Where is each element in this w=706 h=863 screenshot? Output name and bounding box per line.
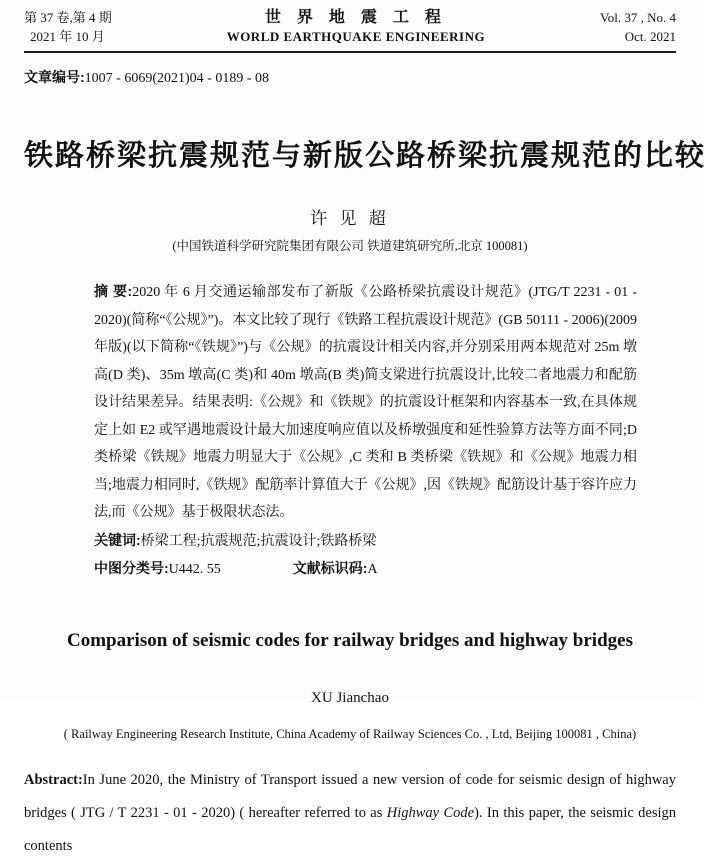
journal-header <box>24 8 676 46</box>
abstract-text-en-2: ). In this paper, the seismic design contents <box>24 804 677 854</box>
clc-label: 中图分类号: <box>94 560 169 576</box>
author-cn: 许 见 超 <box>310 209 390 228</box>
keywords-cn <box>94 527 637 556</box>
date-en: Oct. 2021 <box>624 29 676 44</box>
journal-name <box>112 8 600 46</box>
affiliation-en: ( Railway Engineering Research Institute, China Academy of Railway Sciences Co. , Ltd, Beijing 100081 , China) <box>63 726 637 741</box>
article-number <box>24 67 676 87</box>
affiliation-cn: (中国铁道科学研究院集团有限公司 铁道建筑研究所,北京 100081) <box>172 239 528 253</box>
header-volume-issue <box>24 8 112 46</box>
volume-issue-en: Vol. 37 , No. 4 <box>600 10 676 25</box>
doc-code-value: A <box>367 562 378 577</box>
keywords-text-cn: 桥梁工程;抗震规范;抗震设计;铁路桥梁 <box>140 533 377 549</box>
abstract-text-cn: 2020 年 6 月交通运输部发布了新版《公路桥梁抗震设计规范》(JTG/T 2231 - 01 - 2020)(简称“《公规》”)。本文比较了现行《铁路工程抗震设计规范》(GB 50111 - 2006)(2009 年版)(以下简称“《铁规》”)与《公规》的抗震设计相关内容,并分别采用两本规范对 25m 墩高(D 类)、35m 墩高(C 类)和 40m 墩高(B 类)简支梁进行抗震设计,比较二者地震力和配筋设计结果差异。结果表明:《公规》和《铁规》的抗震设计框架和内容基本一致,在具体规定上如 E2 或罕遇地震设计最大加速度响应值以及桥墩强度和延性验算方法等方面不同;D 类桥梁《铁规》地震力明显大于《公规》,C 类和 B 类桥梁《铁规》和《公规》地震力相当;地震力相同时,《铁规》配筋率计算值大于《公规》,因《铁规》配筋设计基于容许应力法,而《公规》基于极限状态法。 <box>94 285 637 520</box>
paper-title-en: Comparison of seismic codes for railway bridges and highway bridges <box>67 629 633 651</box>
journal-name-cn: 世 界 地 震 工 程 <box>264 9 447 26</box>
abstract-label-en: Abstract: <box>24 771 83 788</box>
abstract-cn <box>94 278 637 527</box>
article-number-value: 1007 - 6069(2021)04 - 0189 - 08 <box>84 71 269 86</box>
keywords-label-cn: 关键词: <box>94 531 141 548</box>
abstract-italic-en: Highway Code <box>386 804 475 821</box>
article-number-label: 文章编号: <box>24 69 85 85</box>
classification-line <box>94 555 637 584</box>
journal-name-en: WORLD EARTHQUAKE ENGINEERING <box>226 29 486 44</box>
abstract-en <box>24 764 676 863</box>
header-volume-issue-en <box>600 8 676 46</box>
abstract-text-en-1: In June 2020, the Ministry of Transport issued a new version of code for seismic design of highway bridges ( JTG / T 2231 - 01 - 2020) ( hereafter referred to as <box>24 771 676 821</box>
clc-value: U442. 55 <box>168 562 221 577</box>
abstract-label-cn: 摘 要: <box>94 283 133 299</box>
author-en: XU Jianchao <box>311 689 389 706</box>
date-cn: 2021 年 10 月 <box>30 29 105 44</box>
volume-issue-cn: 第 37 卷,第 4 期 <box>24 10 112 25</box>
header-divider <box>24 51 676 53</box>
doc-code-label: 文献标识码: <box>292 560 368 576</box>
paper-title-cn: 铁路桥梁抗震规范与新版公路桥梁抗震规范的比较 <box>24 140 706 172</box>
